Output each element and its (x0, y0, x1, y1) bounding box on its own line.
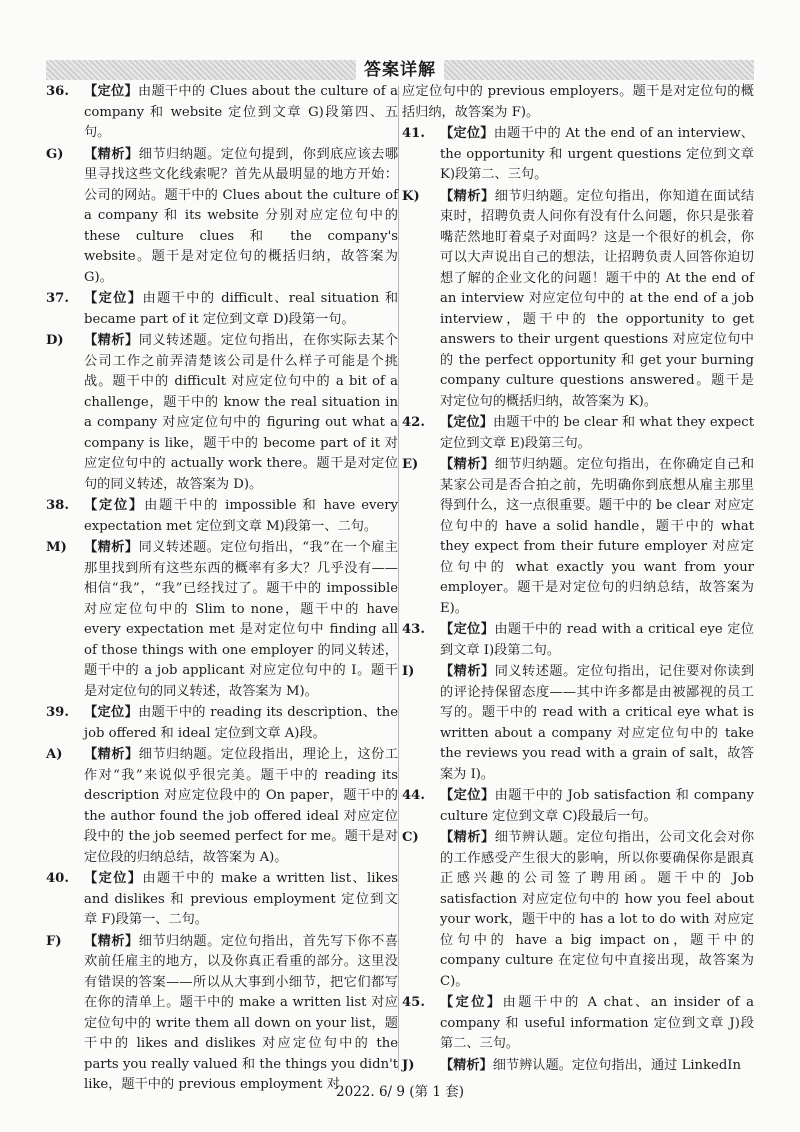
answer-entry (402, 455, 754, 619)
entry-text: 由题干中的 impossible 和 have every expectation met 定位到文章 M)段第一、二句。 (84, 498, 399, 534)
answer-entry (402, 413, 754, 454)
continued-paragraph: 应定位句中的 previous employers。题干是对定位句的概括归纳，故答案为 F)。 (402, 84, 754, 120)
answer-entry (402, 993, 754, 1055)
answer-entry (402, 662, 754, 785)
entry-text: 由题干中的 At the end of an interview、the opportunity 和 urgent questions 定位到文章 K)段第二、三句。 (440, 126, 754, 182)
entry-number: K) (402, 188, 420, 204)
entry-tag: 【定位】 (84, 498, 145, 513)
entry-tag: 【定位】 (440, 995, 503, 1010)
answer-entry (46, 496, 398, 537)
entry-tag: 【精析】 (84, 146, 139, 162)
header-bar (46, 60, 754, 80)
entry-number: G) (46, 146, 64, 162)
entry-number: 42. (402, 415, 425, 430)
entry-text: 由题干中的 make a written list、likes and dislikes 和 previous employment 定位到文章 F)段第一、二句。 (84, 871, 399, 927)
right-column (402, 82, 754, 1077)
entry-number: M) (46, 540, 67, 555)
entry-number: 41. (402, 126, 425, 141)
entry-number: 39. (46, 705, 69, 720)
entry-number: 45. (402, 995, 425, 1010)
answer-entry (46, 289, 398, 330)
entry-number: 43. (402, 622, 425, 637)
page-header-title: 答案详解 (356, 58, 444, 82)
page-footer: 2022. 6/ 9 (第 1 套) (336, 1084, 464, 1100)
entry-number: I) (402, 664, 415, 679)
answer-entry (46, 869, 398, 931)
entry-text: 细节归纳题。定位句指出，首先写下你不喜欢前任雇主的地方，以及你真正看重的部分。这里没有错误的答案——所以从大事到小细节，把它们都写在你的清单上。题干中的 make a written list 对应定位句中的 write them all down on your list，题干中的 likes and dislikes 对应定位句中的 the parts you really valued 和 the things you didn't like，题干中的 previous employment 对 (84, 933, 399, 1092)
entry-text: 细节辨认题。定位句指出，通过 LinkedIn (492, 1057, 741, 1073)
entry-tag: 【定位】 (440, 622, 495, 637)
entry-text: 由题干中的 Job satisfaction 和 company culture 定位到文章 C)段最后一句。 (440, 788, 754, 824)
entry-number: 36. (46, 84, 69, 99)
entry-text: 同义转述题。定位句指出，记住要对你读到的评论持保留态度——其中许多都是由被鄙视的员工写的。题干中的 read with a critical eye what is written about a company 对应定位句中的 take the reviews you read with a grain of salt，故答案为 I)。 (440, 664, 755, 782)
entry-tag: 【定位】 (84, 84, 138, 99)
entry-text: 由题干中的 be clear 和 what they expect 定位到文章 E)段第三句。 (440, 415, 754, 451)
entry-tag: 【定位】 (440, 126, 494, 141)
entry-tag: 【精析】 (84, 933, 139, 949)
column-divider (398, 86, 399, 1070)
entry-text: 细节归纳题。定位句指出，在你确定自己和某家公司是否合拍之前，先明确你到底想从雇主那里得到什么，这一点很重要。题干中的 be clear 对应定位句中的 have a solid handle，题干中的 what they expect from their future employer 对应定位句中的 what exactly you want from your employer。题干是对定位句的归纳总结，故答案为 E)。 (440, 457, 755, 616)
entry-number: 38. (46, 498, 69, 513)
entry-number: A) (46, 747, 63, 762)
left-column (46, 82, 398, 1097)
answer-entry (46, 82, 398, 144)
entry-number: E) (402, 457, 419, 472)
answer-entry (402, 620, 754, 661)
entry-text: 由题干中的 read with a critical eye 定位到文章 I)段第二句。 (440, 622, 754, 658)
entry-number: 40. (46, 871, 69, 886)
entry-text: 由题干中的 A chat、an insider of a company 和 useful information 定位到文章 J)段第二、三句。 (440, 995, 754, 1051)
entry-tag: 【精析】 (440, 830, 495, 845)
entry-number: 44. (402, 788, 425, 803)
entry-text: 细节归纳题。定位句提到，你到底应该去哪里寻找这些文化线索呢？首先从最明显的地方开始：公司的网站。题干中的 Clues about the culture of a company 和 its website 分别对应定位句中的 these culture clues 和 the company's website。题干是对定位句的概括归纳，故答案为 G)。 (84, 146, 399, 285)
entry-text: 同义转述题。定位句指出，“我”在一个雇主那里找到所有这些东西的概率有多大？几乎没有——相信“我”，“我”已经找过了。题干中的 impossible 对应定位句中的 Slim to none，题干中的 have every expectation met 是对定位句中 finding all of those things with one employer 的同义转述，题干中的 a job applicant 对应定位句中的 I。题干是对定位句的同义转述，故答案为 M)。 (84, 540, 399, 699)
entry-number: J) (402, 1057, 415, 1073)
entry-tag: 【精析】 (84, 333, 139, 348)
answer-entry (402, 187, 754, 413)
entry-text: 细节归纳题。定位段指出，理论上，这份工作对“我”来说似乎很完美。题干中的 reading its description 对应定位段中的 On paper，题干中的 the author found the job offered ideal 对应定位段中的 the job seemed perfect for me。题干是对定位段的归纳总结，故答案为 A)。 (84, 747, 399, 865)
answer-entry (46, 932, 398, 1096)
entry-tag: 【精析】 (440, 457, 495, 472)
entry-number: D) (46, 333, 64, 348)
entry-text: 由题干中的 difficult、real situation 和 became part of it 定位到文章 D)段第一句。 (84, 291, 399, 327)
entry-tag: 【精析】 (84, 747, 139, 762)
entry-tag: 【定位】 (84, 705, 139, 720)
entry-text: 由题干中的 reading its description、the job offered 和 ideal 定位到文章 A)段。 (84, 705, 399, 741)
entry-text: 同义转述题。定位句指出，在你实际去某个公司工作之前弄清楚该公司是什么样子可能是个挑战。题干中的 difficult 对应定位句中的 a bit of a challenge，题干中的 know the real situation in a company 对应定位句中的 figuring out what a company is like，题干中的 become part of it 对应定位句中的 actually work there。题干是对定位句的同义转述，故答案为 D)。 (84, 333, 399, 492)
entry-tag: 【定位】 (84, 871, 143, 886)
entry-tag: 【精析】 (440, 188, 495, 204)
entry-tag: 【精析】 (440, 664, 495, 679)
answer-entry (46, 145, 398, 289)
entry-text: 细节归纳题。定位句指出，你知道在面试结束时，招聘负责人问你有没有什么问题，你只是张着嘴茫然地盯着桌子对面吗？这是一个很好的机会，你可以大声说出自己的想法，让招聘负责人回答你迫切想了解的企业文化的问题！题干中的 At the end of an interview 对应定位句中的 at the end of a job interview，题干中的 the opportunity to get answers to their urgent questions 对应定位句中的 the perfect opportunity 和 get your burning company culture questions answered。题干是对定位句的概括归纳，故答案为 K)。 (440, 188, 755, 409)
answer-entry (402, 1056, 754, 1077)
entry-text: 细节辨认题。定位句指出，公司文化会对你的工作感受产生很大的影响，所以你要确保你是跟真正感兴趣的公司签了聘用函。题干中的 Job satisfaction 对应定位句中的 how you feel about your work，题干中的 has a lot to do with 对应定位句中的 have a big impact on，题干中的 company culture 在定位句中直接出现，故答案为 C)。 (440, 830, 755, 989)
entry-tag: 【定位】 (440, 415, 493, 430)
entry-number: 37. (46, 291, 69, 306)
answer-entry (402, 124, 754, 186)
answer-entry (46, 538, 398, 702)
answer-entry (402, 828, 754, 992)
entry-tag: 【定位】 (84, 291, 143, 306)
entry-tag: 【定位】 (440, 788, 495, 803)
answer-entry (46, 703, 398, 744)
entry-number: F) (46, 933, 62, 949)
answer-entry (46, 745, 398, 868)
answer-entry (46, 331, 398, 495)
answer-entry (402, 786, 754, 827)
entry-number: C) (402, 830, 419, 845)
entry-tag: 【精析】 (84, 540, 139, 555)
entry-text: 由题干中的 Clues about the culture of a company 和 website 定位到文章 G)段第四、五句。 (84, 84, 399, 140)
entry-tag: 【精析】 (440, 1057, 493, 1073)
